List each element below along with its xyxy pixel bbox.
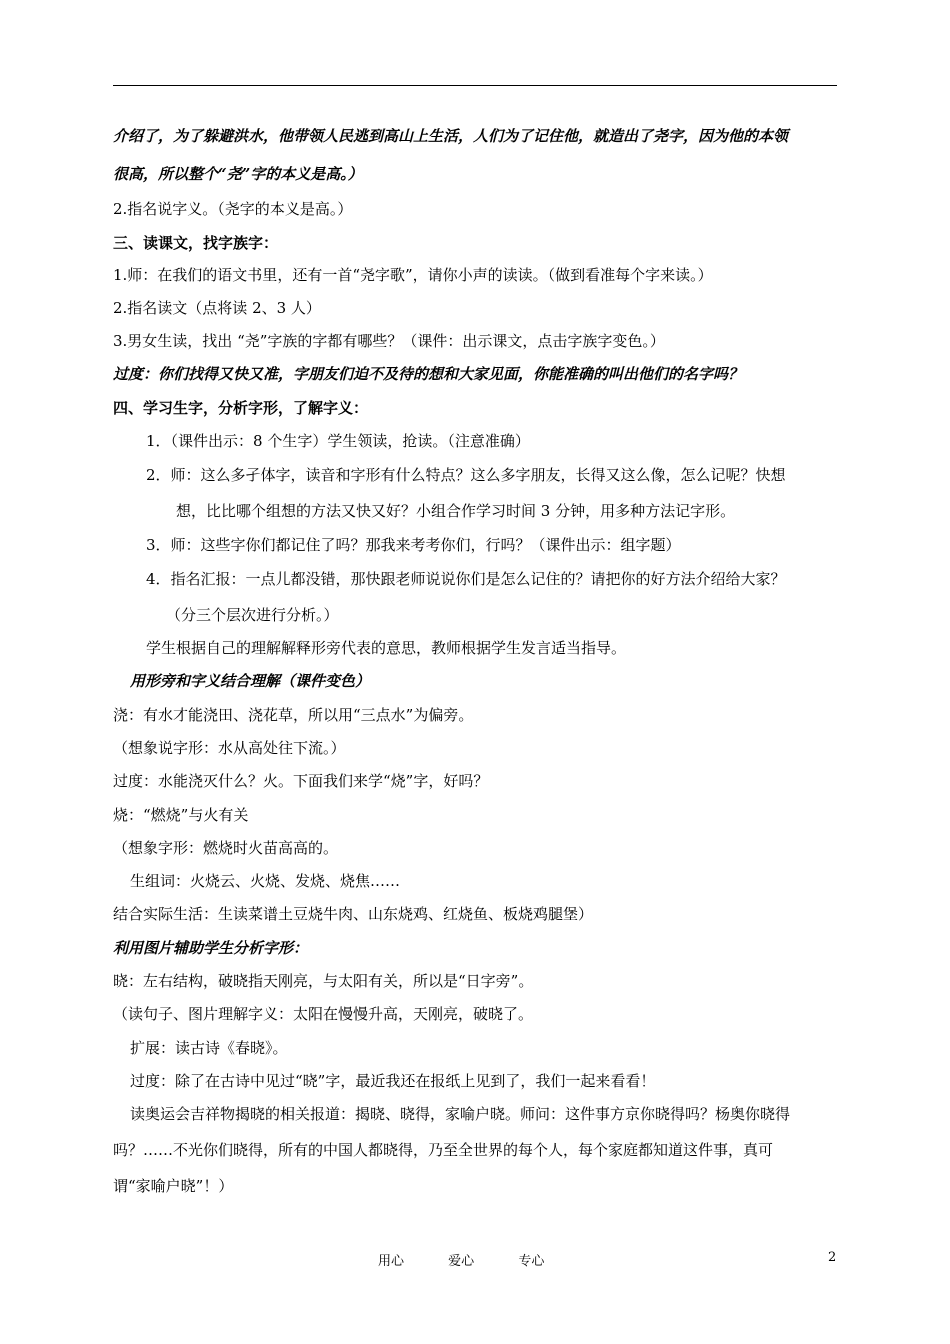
text-line: 读奥运会吉祥物揭晓的相关报道：揭晓、晓得，家喻户晓。师问：这件事方京你晓得吗？杨奥你晓得 bbox=[130, 1105, 791, 1123]
text-line: 学生根据自己的理解解释形旁代表的意思，教师根据学生发言适当指导。 bbox=[146, 639, 627, 657]
text-line: 介绍了，为了躲避洪水，他带领人民逃到高山上生活，人们为了记住他，就造出了尧字，因为他的本领 bbox=[113, 127, 789, 145]
transition-line: 过度：你们找得又快又准，字朋友们迫不及待的想和大家见面，你能准确的叫出他们的名字吗？ bbox=[113, 365, 744, 383]
text-line: （分三个层次进行分析。） bbox=[166, 606, 339, 624]
text-line: 过度：水能浇灭什么？火。下面我们来学“烧”字，好吗？ bbox=[113, 772, 489, 790]
subheading: 用形旁和字义结合理解（课件变色） bbox=[130, 672, 371, 690]
text-line: 吗？……不光你们晓得，所有的中国人都晓得，乃至全世界的每个人，每个家庭都知道这件事，真可 bbox=[113, 1141, 774, 1159]
list-item: 1．（课件出示：8 个生字）学生领读，抢读。（注意准确） bbox=[146, 432, 530, 450]
text-line: 想，比比哪个组想的方法又快又好？小组合作学习时间 3 分钟，用多种方法记字形。 bbox=[176, 502, 736, 520]
text-line: 1.师：在我们的语文书里，还有一首“尧字歌”，请你小声的读读。（做到看准每个字来读。） bbox=[113, 266, 713, 284]
list-item: 3．师：这些字你们都记住了吗？那我来考考你们，行吗？（课件出示：组字题） bbox=[146, 536, 681, 554]
list-item: 4．指名汇报：一点儿都没错，那快跟老师说说你们是怎么记住的？请把你的好方法介绍给大家？ bbox=[146, 570, 786, 588]
text-line: 谓“家喻户晓”！） bbox=[113, 1177, 234, 1195]
header-rule bbox=[113, 85, 837, 86]
subheading: 利用图片辅助学生分析字形： bbox=[113, 939, 309, 957]
text-line: 3.男女生读，找出 “尧”字族的字都有哪些？（课件：出示课文，点击字族字变色。） bbox=[113, 332, 665, 350]
text-line: 很高，所以整个“尧”字的本义是高。） bbox=[113, 165, 363, 183]
text-line: 2.指名读文（点将读 2、3 人） bbox=[113, 299, 321, 317]
text-line: 浇：有水才能浇田、浇花草，所以用“三点水”为偏旁。 bbox=[113, 706, 474, 724]
section-heading: 四、学习生字，分析字形，了解字义： bbox=[113, 399, 369, 417]
footer-motto: 用心 bbox=[378, 1254, 405, 1269]
section-heading: 三、读课文，找字族字： bbox=[113, 234, 279, 252]
text-line: 生组词：火烧云、火烧、发烧、烧焦…… bbox=[130, 872, 401, 890]
text-line: （想象说字形：水从高处往下流。） bbox=[113, 739, 346, 757]
list-item: 2．师：这么多孑体字，读音和字形有什么特点？这么多字朋友，长得又这么像，怎么记呢？快想 bbox=[146, 466, 786, 484]
footer-motto: 专心 bbox=[518, 1254, 545, 1269]
text-line: （想象字形：燃烧时火苗高高的。 bbox=[113, 839, 339, 857]
text-line: 扩展：读古诗《春晓》。 bbox=[130, 1039, 288, 1057]
footer-motto: 爱心 bbox=[448, 1254, 475, 1269]
text-line: 晓：左右结构，破晓指天刚亮，与太阳有关，所以是“日字旁”。 bbox=[113, 972, 534, 990]
text-line: 烧：“燃烧”与火有关 bbox=[113, 806, 249, 824]
text-line: 2.指名说字义。（尧字的本义是高。） bbox=[113, 200, 353, 218]
page-number: 2 bbox=[828, 1250, 837, 1265]
text-line: 结合实际生活：生读菜谱土豆烧牛肉、山东烧鸡、红烧鱼、板烧鸡腿堡） bbox=[113, 905, 594, 923]
text-line: 过度：除了在古诗中见过“晓”字，最近我还在报纸上见到了，我们一起来看看！ bbox=[130, 1072, 656, 1090]
footer-mottos bbox=[378, 1250, 584, 1269]
text-line: （读句子、图片理解字义：太阳在慢慢升高，天刚亮，破晓了。 bbox=[113, 1005, 534, 1023]
